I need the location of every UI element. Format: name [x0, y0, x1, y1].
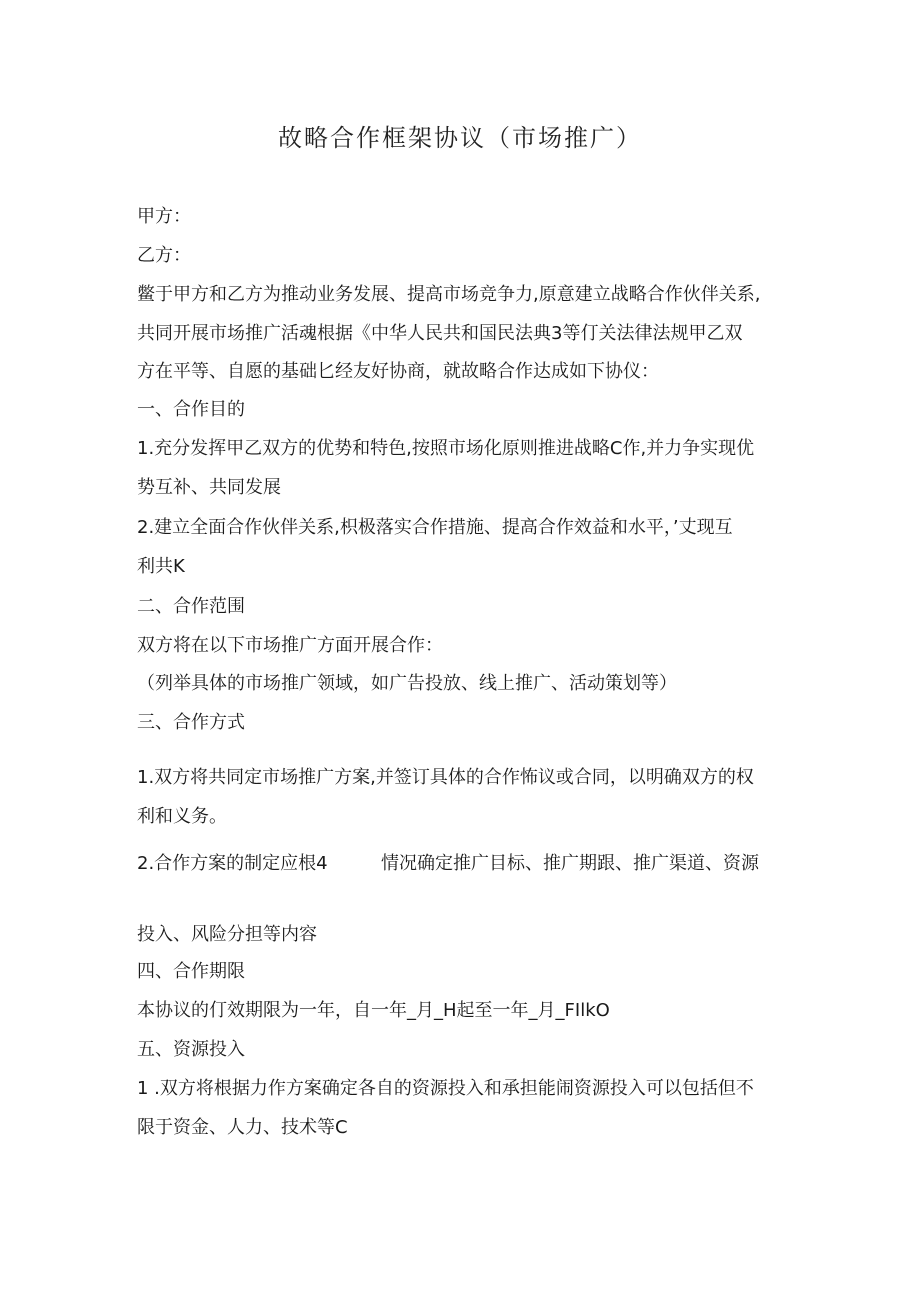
party-a-label: 甲方：: [137, 206, 191, 227]
section-3-item-2-continued: 投入、风险分担等内容: [137, 924, 317, 945]
document-title: 故略合作框架协议（市场推广）: [278, 124, 642, 152]
section-2-line-2: （列举具体的市场推广领域，如广告投放、线上推广、活动策划等）: [137, 673, 677, 694]
section-4-line-1: 本协议的仃效期限为一年，自一年_月_H起至一年_月_FIlkO: [137, 1000, 610, 1021]
section-3-item-1-line-1: 1.双方将共同定市场推广方案,并签订具体的合作怖议或合同，以明确双方的权: [137, 767, 754, 788]
section-1-heading: 一、合作目的: [137, 399, 245, 420]
section-5-item-1-line-2: 限于资金、人力、技术等C: [137, 1117, 348, 1138]
section-5-item-1-line-1: 1 .双方将根据力作方案确定各自的资源投入和承担能闹资源投入可以包括但不: [137, 1078, 754, 1099]
section-3-item-2-head: 2.合作方案的制定应根4: [137, 853, 328, 874]
section-5-heading: 五、资源投入: [137, 1039, 245, 1060]
section-1-item-2-line-1: 2.建立全面合作伙伴关系,枳极落实合作措施、提高合作效益和水平，’丈现互: [137, 517, 733, 538]
section-1-item-1-line-1: 1.充分发挥甲乙双方的优势和特色,按照市场化原则推进战略C作,并力争实现优: [137, 438, 755, 459]
section-3-item-1-line-2: 利和义务。: [137, 806, 227, 827]
section-2-line-1: 双方将在以下市场推广方面开展合作：: [137, 635, 443, 656]
party-b-label: 乙方：: [137, 245, 191, 266]
section-3-item-2-tail: 情况确定推广目标、推广期跟、推广渠道、资源: [381, 853, 759, 874]
section-2-heading: 二、合作范围: [137, 596, 245, 617]
preamble-line-1: 鳖于甲方和乙方为推动业务发展、提高市场竞争力,原意建立战略合作伙伴关系,: [137, 284, 761, 305]
preamble-line-3: 方在平等、自愿的基础匕经友好协商，就故略合作达成如下协仪：: [137, 361, 659, 382]
preamble-line-2: 共同开展市场推广活魂根据《中华人民共和国民法典3等仃关法律法规甲乙双: [137, 323, 743, 344]
section-1-item-1-line-2: 势互补、共同发展: [137, 477, 281, 498]
section-3-heading: 三、合作方式: [137, 712, 245, 733]
section-4-heading: 四、合作期限: [137, 961, 245, 982]
section-1-item-2-line-2: 利共K: [137, 556, 185, 577]
